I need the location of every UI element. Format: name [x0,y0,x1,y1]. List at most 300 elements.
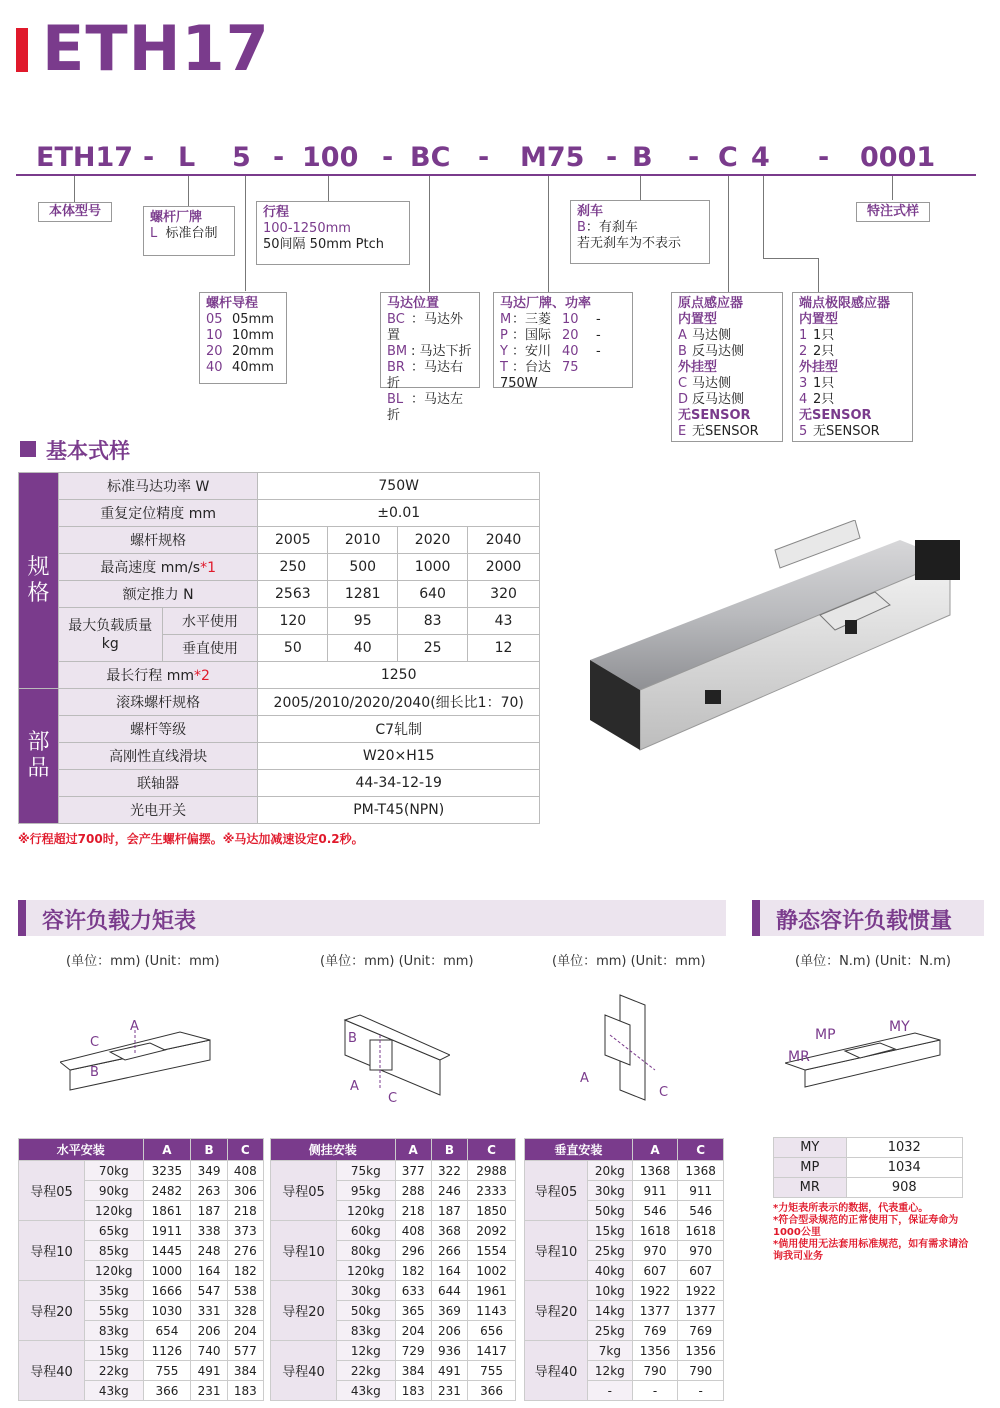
moment-value-cell: 408 [395,1221,431,1241]
screw-lead-box [199,292,287,384]
code-separator: - [606,142,618,173]
moment-value-cell: 369 [431,1301,467,1321]
legend-item: 4 2只 [799,392,835,407]
moment-value-cell: 306 [227,1181,263,1201]
legend-item: 3 1只 [799,376,835,391]
parts-group-label: 部 品 [19,689,59,824]
screw-spec-cell: 2040 [468,527,540,554]
actuator-image [570,520,990,760]
moment-value-cell: 366 [143,1381,191,1401]
table-row [525,1221,724,1241]
code-separator: - [382,142,394,173]
svg-text:C: C [388,1091,398,1106]
moment-value-cell: - [678,1381,724,1401]
legend-item: 1 1只 [799,328,835,343]
thrust-cell: 2563 [258,581,328,608]
moment-value-cell: 182 [395,1261,431,1281]
code-segment: 4 [751,142,770,173]
load-weight-cell: 70kg [85,1161,143,1181]
stroke-box [256,201,410,265]
connector [892,176,893,200]
legend-item: 5 无SENSOR [799,424,880,439]
spec-table [18,472,540,824]
moment-value-cell: 384 [227,1361,263,1381]
lead-group-label: 导程10 [525,1221,588,1281]
lead-group-label: 导程20 [19,1281,85,1341]
load-weight-cell: 15kg [85,1341,143,1361]
inertia-note: *倘用使用无法套用标准规范，如有需求请洽询我司业务 [773,1239,969,1262]
moment-value-cell: 2333 [468,1181,516,1201]
moment-value-cell: 296 [395,1241,431,1261]
legend-item: Y ：安川 40 - [500,344,601,359]
stroke-label: 最长行程 mm*2 [58,662,257,689]
code-segment: L [178,142,196,173]
legend-item: BL ：马达左折 [387,392,464,423]
moment-value-cell: 546 [678,1201,724,1221]
spec-note: ※行程超过700时，会产生螺杆偏摆。※马达加减速设定0.2秒。 [18,832,364,846]
inertia-value: 1034 [846,1158,962,1178]
code-separator: - [688,142,700,173]
moment-value-cell: 769 [632,1321,678,1341]
moment-value-cell: 755 [468,1361,516,1381]
legend-item: 10 10mm [206,328,274,343]
legend-subheading: 外挂型 [799,360,839,375]
moment-value-cell: 740 [191,1341,227,1361]
moment-value-cell: 204 [395,1321,431,1341]
moment-value-cell: 206 [191,1321,227,1341]
thrust-label: 额定推力 N [58,581,257,608]
load-weight-cell: 40kg [588,1261,633,1281]
load-weight-cell: 50kg [588,1201,633,1221]
load-weight-cell: 43kg [85,1381,143,1401]
load-weight-cell: 22kg [85,1361,143,1381]
inertia-header: 静态容许负载惯量 [752,900,984,936]
vertical-mount-table [524,1138,724,1401]
screw-brand-title: 螺杆厂牌 [150,210,203,225]
coupling-label: 联轴器 [58,770,257,797]
load-weight-cell: 50kg [337,1301,395,1321]
load-weight-cell: 120kg [337,1201,395,1221]
side-mount-diagram [340,1010,450,1110]
moment-value-cell: 183 [395,1381,431,1401]
moment-value-cell: 248 [191,1241,227,1261]
moment-value-cell: 790 [632,1361,678,1381]
inertia-value: 1032 [846,1138,962,1158]
screw-grade-label: 螺杆等级 [58,716,257,743]
load-weight-cell: 80kg [337,1241,395,1261]
table-row [19,1161,264,1181]
moment-value-cell: 1445 [143,1241,191,1261]
moment-value-cell: 970 [678,1241,724,1261]
table-row [774,1138,963,1158]
legend-item: P ：国际 20 - [500,328,601,343]
column-header: A [632,1139,678,1161]
moment-value-cell: 769 [678,1321,724,1341]
svg-text:B: B [348,1031,357,1046]
unit-label: (单位：mm) (Unit：mm) [320,954,474,969]
lead-group-label: 导程40 [19,1341,85,1401]
lead-group-label: 导程05 [19,1161,85,1221]
load-weight-cell: 75kg [337,1161,395,1181]
inertia-label: MY [774,1138,847,1158]
vertical-load-cell: 40 [328,635,398,662]
column-header: B [191,1139,227,1161]
title-accent-bar [16,28,28,72]
page-title: ETH17 [42,12,270,85]
connector [245,176,246,291]
moment-value-cell: 644 [431,1281,467,1301]
legend-item: D 反马达侧 [678,392,745,407]
connector [763,258,819,259]
moment-value-cell: 1618 [632,1221,678,1241]
speed-label: 最高速度 mm/s*1 [58,554,257,581]
moment-value-cell: 1030 [143,1301,191,1321]
connector [763,176,764,258]
legend-subheading: 无SENSOR [678,408,751,423]
moment-value-cell: 1666 [143,1281,191,1301]
connector [728,176,729,292]
unit-label: (单位：mm) (Unit：mm) [552,954,706,969]
moment-value-cell: 654 [143,1321,191,1341]
spec-heading: 基本式样 [46,439,130,463]
legend-item: C 马达侧 [678,376,732,391]
label-c: C [90,1035,100,1050]
svg-text:A: A [350,1079,359,1094]
moment-value-cell: 970 [632,1241,678,1261]
section-marker [20,441,36,457]
ball-screw-label: 滚珠螺杆规格 [58,689,257,716]
label-b: B [90,1065,99,1080]
moment-value-cell: 491 [191,1361,227,1381]
lead-group-label: 导程40 [525,1341,588,1401]
screw-spec-cell: 2020 [398,527,468,554]
svg-text:MR: MR [788,1049,810,1065]
moment-value-cell: 936 [431,1341,467,1361]
load-weight-cell: 95kg [337,1181,395,1201]
moment-value-cell: 911 [632,1181,678,1201]
inertia-table [773,1137,963,1198]
moment-value-cell: 182 [227,1261,263,1281]
load-weight-cell: 10kg [588,1281,633,1301]
legend-item: 05 05mm [206,312,274,327]
moment-value-cell: 187 [191,1201,227,1221]
table-title: 侧挂安装 [271,1139,396,1161]
moment-value-cell: 2988 [468,1161,516,1181]
legend-item: A 马达侧 [678,328,732,343]
brake-key: B [577,220,586,235]
load-label: 最大负载质量 kg [58,608,162,662]
load-weight-cell: 120kg [85,1261,143,1281]
table-row [774,1158,963,1178]
column-header: A [395,1139,431,1161]
stroke-value: 1250 [258,662,540,689]
legend-subheading: 内置型 [678,312,718,327]
horizontal-load-cell: 43 [468,608,540,635]
connector [640,176,641,200]
moment-value-cell: 3235 [143,1161,191,1181]
moment-value-cell: 1922 [678,1281,724,1301]
code-separator: - [273,142,285,173]
table-title: 水平安装 [19,1139,144,1161]
spec-group-label: 规 格 [19,473,59,689]
code-separator: - [818,142,830,173]
guide-value: W20×H15 [258,743,540,770]
svg-text:MP: MP [815,1027,836,1043]
legend-subheading: 无SENSOR [799,408,872,423]
inertia-note: *力矩表所表示的数据，代表重心。 [773,1203,929,1214]
moment-value-cell: 1961 [468,1281,516,1301]
moment-value-cell: 1126 [143,1341,191,1361]
moment-value-cell: 790 [678,1361,724,1381]
inertia-label: MR [774,1178,847,1198]
table-row [271,1161,516,1181]
legend-item: 40 40mm [206,360,274,375]
table-row [525,1341,724,1361]
speed-cell: 2000 [468,554,540,581]
table-row [271,1221,516,1241]
guide-label: 高刚性直线滑块 [58,743,257,770]
moment-value-cell: 377 [395,1161,431,1181]
svg-text:A: A [580,1071,589,1086]
unit-label: (单位：N.m) (Unit：N.m) [795,954,951,969]
horizontal-load-cell: 95 [328,608,398,635]
table-row [19,1341,264,1361]
horizontal-mount-diagram [60,1010,220,1100]
moment-value-cell: 164 [191,1261,227,1281]
moment-value-cell: 1377 [678,1301,724,1321]
code-underline [16,174,976,176]
column-header: C [468,1139,516,1161]
repeat-value: ±0.01 [258,500,540,527]
legend-item: E 无SENSOR [678,424,759,439]
moment-value-cell: 246 [431,1181,467,1201]
thrust-cell: 320 [468,581,540,608]
moment-value-cell: 366 [468,1381,516,1401]
moment-value-cell: 1554 [468,1241,516,1261]
unit-label: (单位：mm) (Unit：mm) [66,954,220,969]
brake-title: 刹车 [577,204,604,219]
table-row [271,1281,516,1301]
moment-value-cell: 1002 [468,1261,516,1281]
vertical-mount-diagram [575,990,675,1110]
load-weight-cell: - [588,1381,633,1401]
legend-item: 20 20mm [206,344,274,359]
load-weight-cell: 30kg [337,1281,395,1301]
load-weight-cell: 55kg [85,1301,143,1321]
screw-brand-value: 标准台制 [165,226,218,241]
legend-item: B 反马达侧 [678,344,745,359]
table-title: 垂直安装 [525,1139,633,1161]
legend-subheading: 外挂型 [678,360,718,375]
moment-value-cell: 1911 [143,1221,191,1241]
moment-value-cell: 276 [227,1241,263,1261]
repeat-label: 重复定位精度 mm [58,500,257,527]
code-separator: - [143,142,155,173]
moment-value-cell: 218 [227,1201,263,1221]
column-header: C [678,1139,724,1161]
load-weight-cell: 85kg [85,1241,143,1261]
screw-lead-title: 螺杆导程 [206,296,259,311]
horizontal-label: 水平使用 [162,608,258,635]
table-row [19,1221,264,1241]
connector [328,176,329,201]
moment-value-cell: 288 [395,1181,431,1201]
limit-sensor-title: 端点极限感应器 [799,296,891,311]
load-weight-cell: 65kg [85,1221,143,1241]
inertia-value: 908 [846,1178,962,1198]
moment-value-cell: 204 [227,1321,263,1341]
power-label: 标准马达功率 W [58,473,257,500]
moment-value-cell: 607 [632,1261,678,1281]
lead-group-label: 导程05 [525,1161,588,1221]
load-weight-cell: 12kg [588,1361,633,1381]
stroke-title: 行程 [263,205,290,220]
load-weight-cell: 30kg [588,1181,633,1201]
brake-note: 若无刹车为不表示 [577,236,682,251]
moment-value-cell: 338 [191,1221,227,1241]
legend-subheading: 内置型 [799,312,839,327]
inertia-notes [773,1203,973,1263]
label-a: A [130,1019,139,1034]
moment-value-cell: 349 [191,1161,227,1181]
origin-sensor-box [671,292,783,442]
table-row [19,1281,264,1301]
motor [915,540,960,580]
motor-position-box [380,292,480,423]
limit-sensor-box [792,292,913,442]
speed-cell: 250 [258,554,328,581]
load-weight-cell: 20kg [588,1161,633,1181]
moment-value-cell: 1922 [632,1281,678,1301]
moment-value-cell: 1368 [632,1161,678,1181]
legend-item: 2 2只 [799,344,835,359]
column-header: A [143,1139,191,1161]
horizontal-mount-table [18,1138,264,1401]
svg-text:MY: MY [889,1019,910,1035]
moment-value-cell: 1618 [678,1221,724,1241]
code-segment: BC [410,142,451,173]
moment-value-cell: 266 [431,1241,467,1261]
load-weight-cell: 15kg [588,1221,633,1241]
moment-value-cell: 408 [227,1161,263,1181]
moment-value-cell: 384 [395,1361,431,1381]
horizontal-load-cell: 120 [258,608,328,635]
load-weight-cell: 25kg [588,1321,633,1341]
origin-sensor-title: 原点感应器 [678,296,744,311]
moment-value-cell: 328 [227,1301,263,1321]
photo-switch-value: PM-T45(NPN) [258,797,540,824]
moment-value-cell: 1000 [143,1261,191,1281]
column-header: B [431,1139,467,1161]
vertical-load-cell: 12 [468,635,540,662]
moment-value-cell: 538 [227,1281,263,1301]
moment-value-cell: 1850 [468,1201,516,1221]
load-weight-cell: 7kg [588,1341,633,1361]
brake-box [570,200,710,264]
code-segment: M75 [520,142,585,173]
motor-brand-title: 马达厂牌、功率 [500,296,592,311]
table-row [271,1341,516,1361]
moment-value-cell: 1356 [678,1341,724,1361]
moment-value-cell: 187 [431,1201,467,1221]
side-mount-table [270,1138,516,1401]
legend-item: T ：台达 75750W [500,360,579,391]
moment-value-cell: 546 [632,1201,678,1221]
code-segment: ETH17 [36,142,134,173]
moment-value-cell: 755 [143,1361,191,1381]
load-weight-cell: 120kg [85,1201,143,1221]
moment-value-cell: 577 [227,1341,263,1361]
code-separator: - [478,142,490,173]
inertia-label: MP [774,1158,847,1178]
code-segment: 0001 [860,142,936,173]
inertia-diagram [785,1015,945,1095]
moment-value-cell: 331 [191,1301,227,1321]
lead-group-label: 导程20 [525,1281,588,1341]
table-row [774,1178,963,1198]
load-weight-cell: 22kg [337,1361,395,1381]
screw-brand-key: L [150,226,158,241]
moment-value-cell: 633 [395,1281,431,1301]
moment-value-cell: 373 [227,1221,263,1241]
moment-value-cell: 1417 [468,1341,516,1361]
legend-item: M：三菱 10 - [500,312,601,327]
screw-label: 螺杆规格 [58,527,257,554]
screw-spec-cell: 2010 [328,527,398,554]
moment-value-cell: 231 [191,1381,227,1401]
screw-spec-cell: 2005 [258,527,328,554]
lead-group-label: 导程40 [271,1341,337,1401]
code-segment: B [632,142,653,173]
load-weight-cell: 43kg [337,1381,395,1401]
screw-grade-value: C7轧制 [258,716,540,743]
moment-value-cell: 365 [395,1301,431,1321]
lead-group-label: 导程10 [19,1221,85,1281]
motor-brand-box [493,292,633,391]
vertical-load-cell: 50 [258,635,328,662]
code-segment: 100 [302,142,359,173]
code-segment: 5 [232,142,251,173]
thrust-cell: 1281 [328,581,398,608]
load-weight-cell: 60kg [337,1221,395,1241]
moment-value-cell: 1143 [468,1301,516,1321]
sensor-block [705,690,721,704]
stroke-range: 100-1250mm [263,221,351,236]
special-spec-tag: 特注式样 [856,202,930,222]
moment-value-cell: 231 [431,1381,467,1401]
speed-cell: 1000 [398,554,468,581]
load-weight-cell: 83kg [85,1321,143,1341]
moment-value-cell: 218 [395,1201,431,1221]
legend-item: BC ：马达外置 [387,312,464,343]
inertia-note: *符合型录规范的正常使用下，保证寿命为1000公里 [773,1215,959,1238]
moment-value-cell: 2092 [468,1221,516,1241]
moment-value-cell: 183 [227,1381,263,1401]
moment-value-cell: 322 [431,1161,467,1181]
lead-group-label: 导程10 [271,1221,337,1281]
screw-brand-box [143,206,235,256]
moment-value-cell: 729 [395,1341,431,1361]
load-weight-cell: 12kg [337,1341,395,1361]
moment-value-cell: 1356 [632,1341,678,1361]
connector [548,176,549,292]
load-weight-cell: 35kg [85,1281,143,1301]
svg-text:C: C [659,1085,669,1100]
thrust-cell: 640 [398,581,468,608]
code-segment: C [718,142,738,173]
moment-value-cell: 491 [431,1361,467,1381]
moment-value-cell: 368 [431,1221,467,1241]
